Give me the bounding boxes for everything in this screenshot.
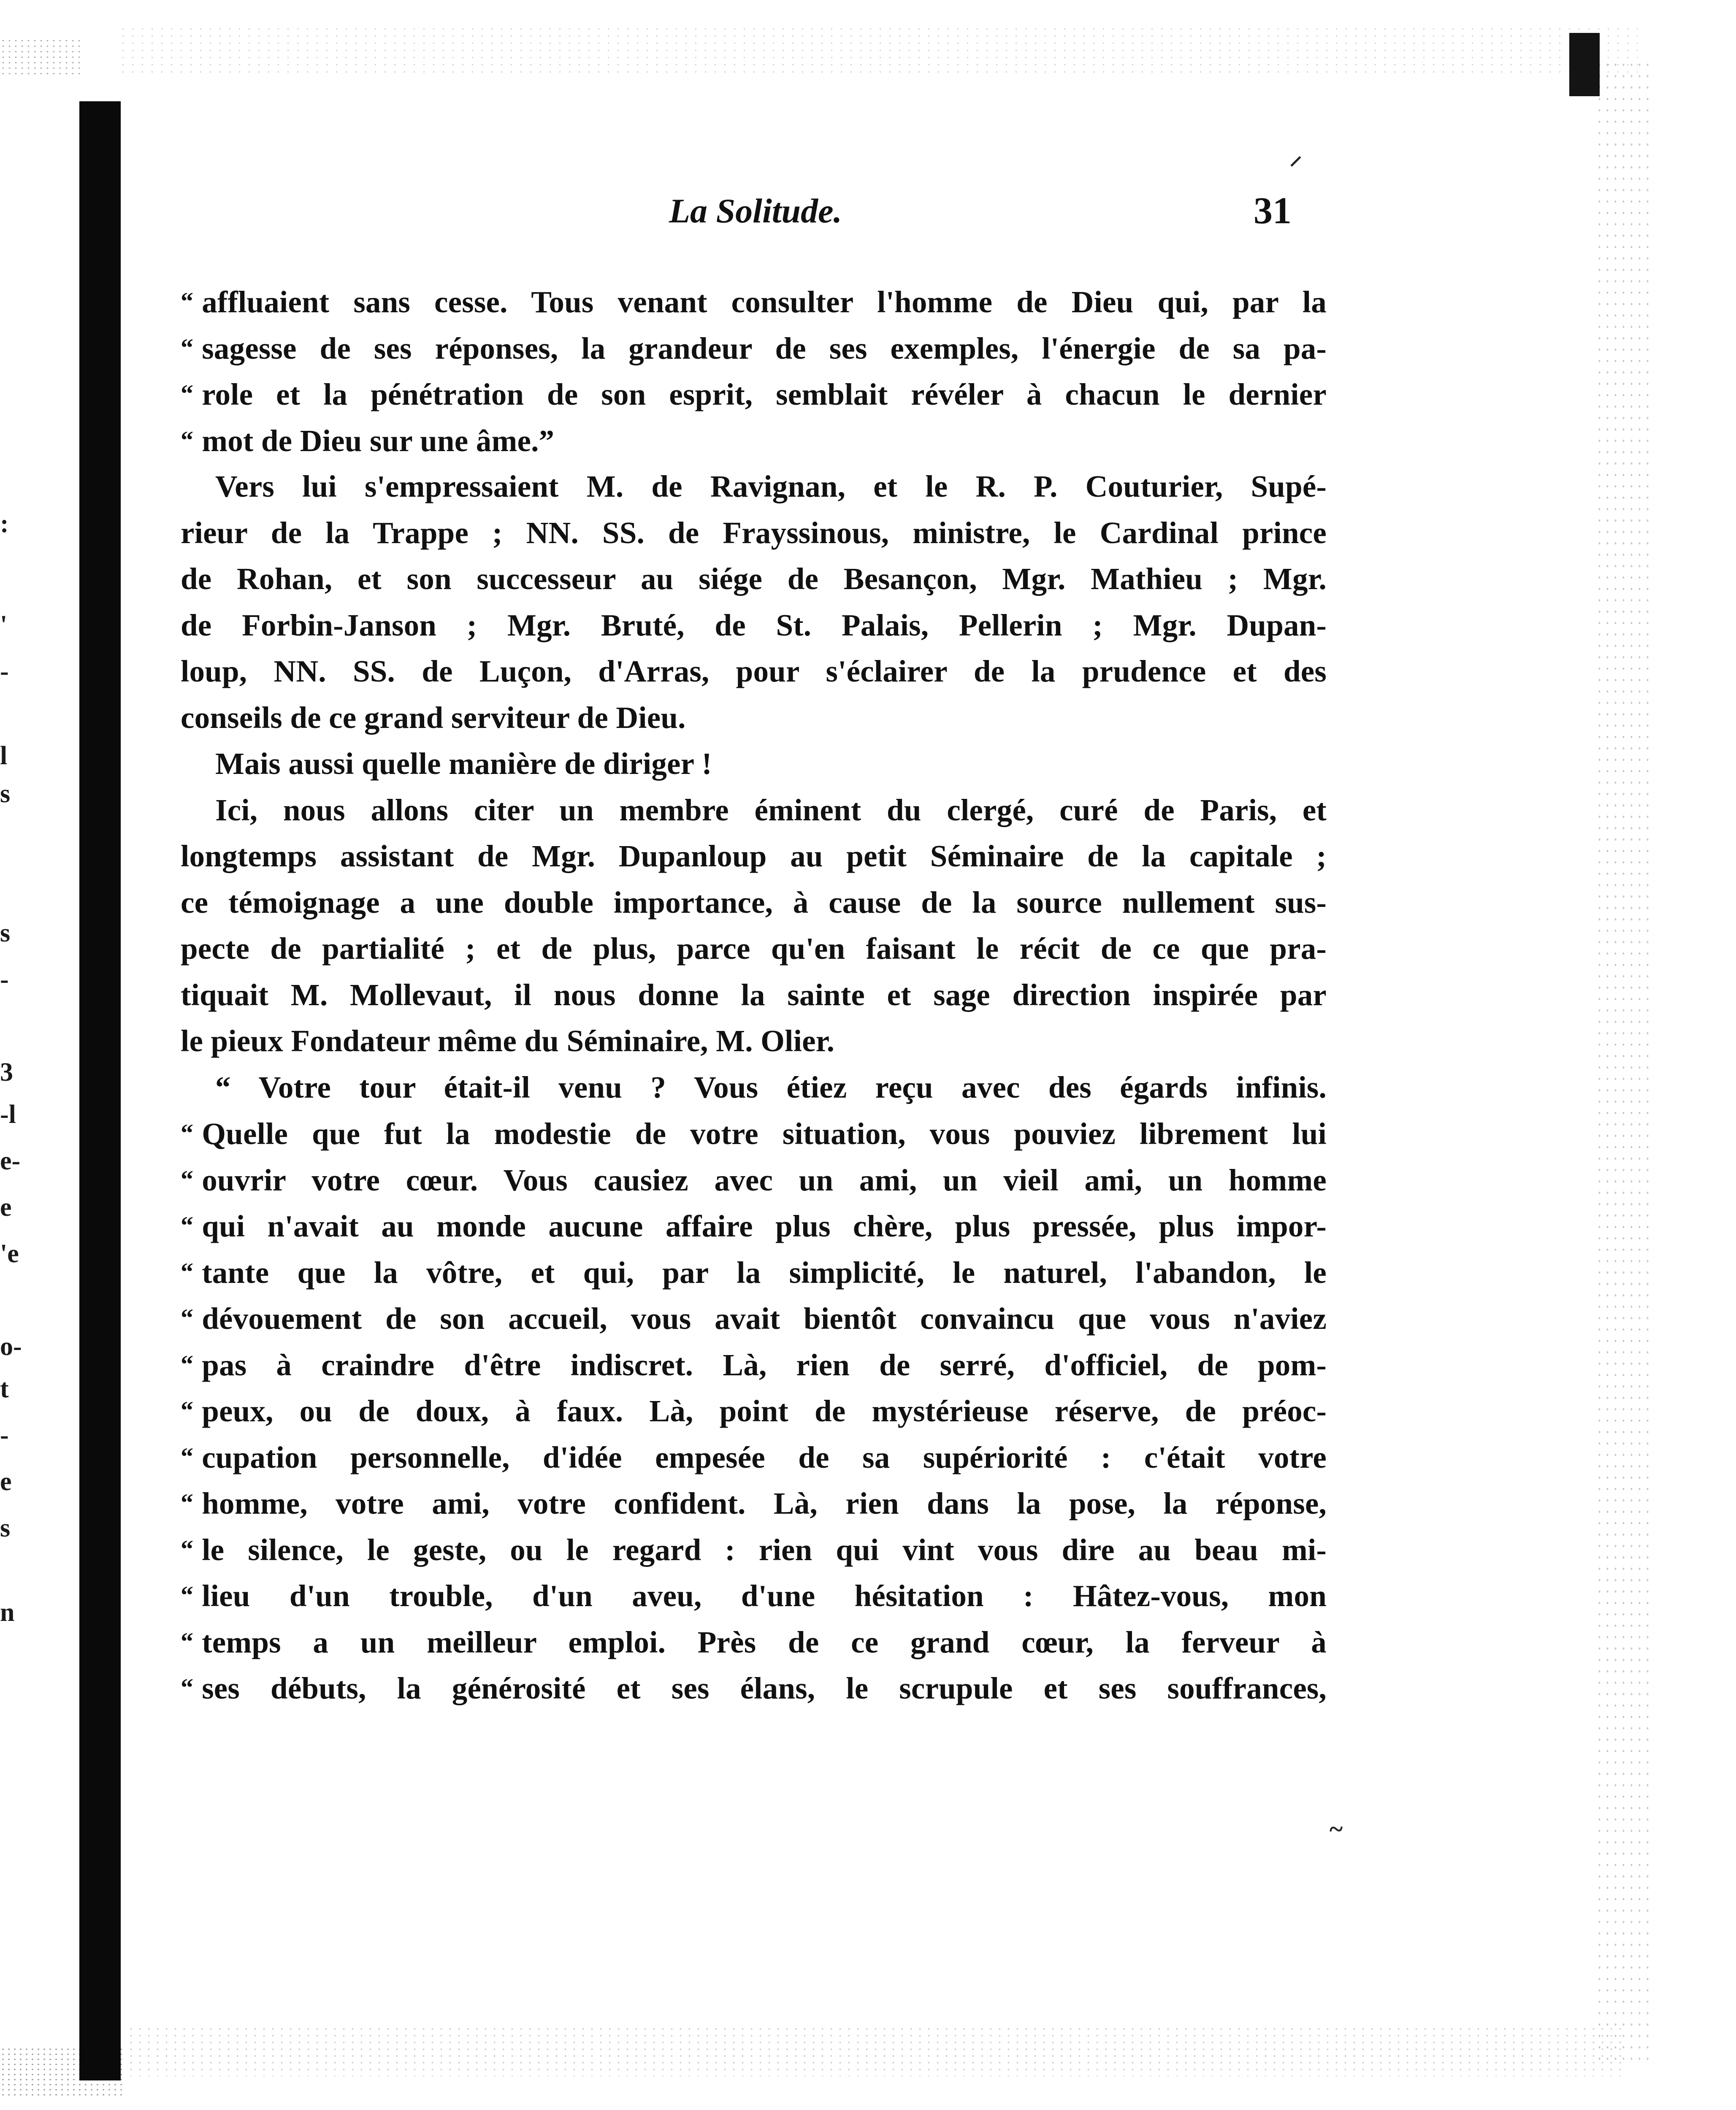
text-line: [181, 463, 1327, 510]
fragment: e-: [0, 1147, 21, 1175]
text-line: [181, 510, 1327, 556]
text-line: [181, 371, 1327, 417]
text-line: [181, 1342, 1327, 1388]
quote-mark: “: [181, 1396, 194, 1424]
running-header: [186, 186, 1325, 236]
quote-mark: “: [181, 1627, 194, 1656]
line-text: Mais aussi quelle manière de diriger !: [215, 747, 712, 781]
text-line: [181, 1526, 1327, 1573]
text-line: [181, 925, 1327, 972]
fragment: s: [0, 1514, 11, 1542]
line-text: pecte de partialité ; et de plus, parce qu'en faisant le récit de ce que pra-: [181, 931, 1327, 966]
page-title: La Solitude.: [669, 192, 842, 230]
line-text: lieu d'un trouble, d'un aveu, d'une hésitation : Hâtez-vous, mon: [202, 1579, 1327, 1613]
text-line: [181, 833, 1327, 879]
quote-mark: “: [181, 333, 194, 362]
fragment: o-: [0, 1332, 22, 1361]
line-text: le silence, le geste, ou le regard : rien qui vint vous dire au beau mi-: [202, 1532, 1327, 1567]
line-text: Quelle que fut la modestie de votre situation, vous pouviez librement lui: [202, 1117, 1327, 1151]
quote-mark: “: [181, 426, 194, 454]
quote-mark: “: [181, 1119, 194, 1147]
fragment: ': [0, 611, 8, 639]
text-line: [181, 741, 1327, 787]
line-text: peux, ou de doux, à faux. Là, point de mystérieuse réserve, de préoc-: [202, 1394, 1327, 1428]
fragment: n: [0, 1598, 15, 1627]
line-text: qui n'avait au monde aucune affaire plus chère, plus pressée, plus impor-: [202, 1209, 1327, 1243]
binding-gutter: [79, 101, 121, 2080]
quote-mark: “: [181, 1304, 194, 1332]
stray-ink-mark: ~: [1330, 1815, 1343, 1843]
text-line: [181, 279, 1327, 325]
text-line: [181, 1480, 1327, 1526]
fragment: s: [0, 919, 11, 947]
line-text: le pieux Fondateur même du Séminaire, M. Olier.: [181, 1024, 835, 1058]
quote-mark: “: [181, 1535, 194, 1563]
text-line: [181, 1064, 1327, 1111]
text-line: [181, 1110, 1327, 1157]
text-line: [181, 1018, 1327, 1064]
fragment: e: [0, 1467, 12, 1496]
line-text: ses débuts, la générosité et ses élans, le scrupule et ses souffrances,: [202, 1671, 1327, 1705]
line-text: pas à craindre d'être indiscret. Là, rien de serré, d'officiel, de pom-: [202, 1347, 1327, 1382]
quote-mark: “: [181, 1442, 194, 1471]
fragment: t: [0, 1374, 9, 1403]
stray-ink-mark: ⸍: [1289, 152, 1302, 180]
text-line: [181, 695, 1327, 741]
quote-mark: “: [181, 1581, 194, 1609]
line-text: Vers lui s'empressaient M. de Ravignan, et le R. P. Couturier, Supé-: [215, 469, 1327, 503]
quote-mark: “: [181, 1212, 194, 1239]
scan-noise-top: [118, 25, 1638, 76]
line-text: homme, votre ami, votre confident. Là, rien dans la pose, la réponse,: [202, 1486, 1327, 1520]
line-text: rieur de la Trappe ; NN. SS. de Frayssinous, ministre, le Cardinal prince: [181, 515, 1327, 550]
fragment: e: [0, 1193, 12, 1222]
line-text: “ Votre tour était-il venu ? Vous étiez reçu avec des égards infinis.: [215, 1070, 1327, 1104]
fragment: 3: [0, 1058, 13, 1087]
quote-mark: “: [181, 1350, 194, 1378]
line-text: tante que la vôtre, et qui, par la simplicité, le naturel, l'abandon, le: [202, 1255, 1327, 1290]
quote-mark: “: [181, 1489, 194, 1517]
line-text: longtemps assistant de Mgr. Dupanloup au petit Séminaire de la capitale ;: [181, 839, 1327, 873]
line-text: conseils de ce grand serviteur de Dieu.: [181, 700, 686, 735]
fragment: s: [0, 779, 11, 808]
page-number: 31: [1254, 190, 1292, 232]
text-line: [181, 879, 1327, 926]
text-line: [181, 1388, 1327, 1434]
text-line: [181, 1249, 1327, 1296]
quote-mark: “: [181, 1165, 194, 1193]
line-text: cupation personnelle, d'idée empesée de sa supériorité : c'était votre: [202, 1440, 1327, 1474]
fragment: -: [0, 657, 9, 686]
text-line: [181, 972, 1327, 1018]
line-text: ouvrir votre cœur. Vous causiez avec un ami, un vieil ami, un homme: [202, 1163, 1327, 1197]
scan-noise-bottom: [127, 2026, 1625, 2076]
line-text: affluaient sans cesse. Tous venant consulter l'homme de Dieu qui, par la: [202, 285, 1327, 319]
fragment: -: [0, 1421, 9, 1450]
quote-mark: “: [181, 1258, 194, 1286]
line-text: loup, NN. SS. de Luçon, d'Arras, pour s'éclairer de la prudence et des: [181, 654, 1327, 688]
quote-mark: “: [181, 287, 194, 315]
text-line: [181, 787, 1327, 833]
facing-page-fragments: [0, 0, 76, 2110]
body-text: [181, 279, 1327, 1711]
line-text: Ici, nous allons citer un membre éminent du clergé, curé de Paris, et: [215, 793, 1327, 827]
text-line: [181, 556, 1327, 602]
quote-mark: “: [181, 1674, 194, 1702]
fragment: l: [0, 741, 8, 770]
scan-noise-right: [1595, 59, 1655, 2064]
text-line: [181, 1572, 1327, 1619]
line-text: de Rohan, et son successeur au siége de Besançon, Mgr. Mathieu ; Mgr.: [181, 562, 1327, 596]
text-line: [181, 1295, 1327, 1342]
text-line: [181, 325, 1327, 371]
line-text: mot de Dieu sur une âme.”: [202, 423, 555, 458]
text-line: [181, 648, 1327, 695]
quote-mark: “: [181, 380, 194, 408]
line-text: dévouement de son accueil, vous avait bientôt convaincu que vous n'aviez: [202, 1301, 1327, 1336]
text-line: [181, 417, 1327, 464]
fragment: -l: [0, 1100, 16, 1129]
text-line: [181, 1619, 1327, 1665]
text-line: [181, 1157, 1327, 1203]
scan-corner-mark: [1569, 33, 1600, 96]
text-line: [181, 1665, 1327, 1711]
fragment: 'e: [0, 1239, 19, 1268]
line-text: temps a un meilleur emploi. Près de ce grand cœur, la ferveur à: [202, 1625, 1327, 1659]
line-text: ce témoignage a une double importance, à cause de la source nullement sus-: [181, 885, 1327, 920]
text-line: [181, 1434, 1327, 1480]
fragment: -: [0, 965, 9, 994]
line-text: tiquait M. Mollevaut, il nous donne la sainte et sage direction inspirée par: [181, 977, 1327, 1012]
text-line: [181, 1203, 1327, 1249]
fragment: :: [0, 509, 9, 538]
line-text: role et la pénétration de son esprit, semblait révéler à chacun le dernier: [202, 377, 1327, 411]
line-text: de Forbin-Janson ; Mgr. Bruté, de St. Palais, Pellerin ; Mgr. Dupan-: [181, 608, 1327, 642]
line-text: sagesse de ses réponses, la grandeur de ses exemples, l'énergie de sa pa-: [202, 331, 1327, 365]
text-line: [181, 602, 1327, 649]
